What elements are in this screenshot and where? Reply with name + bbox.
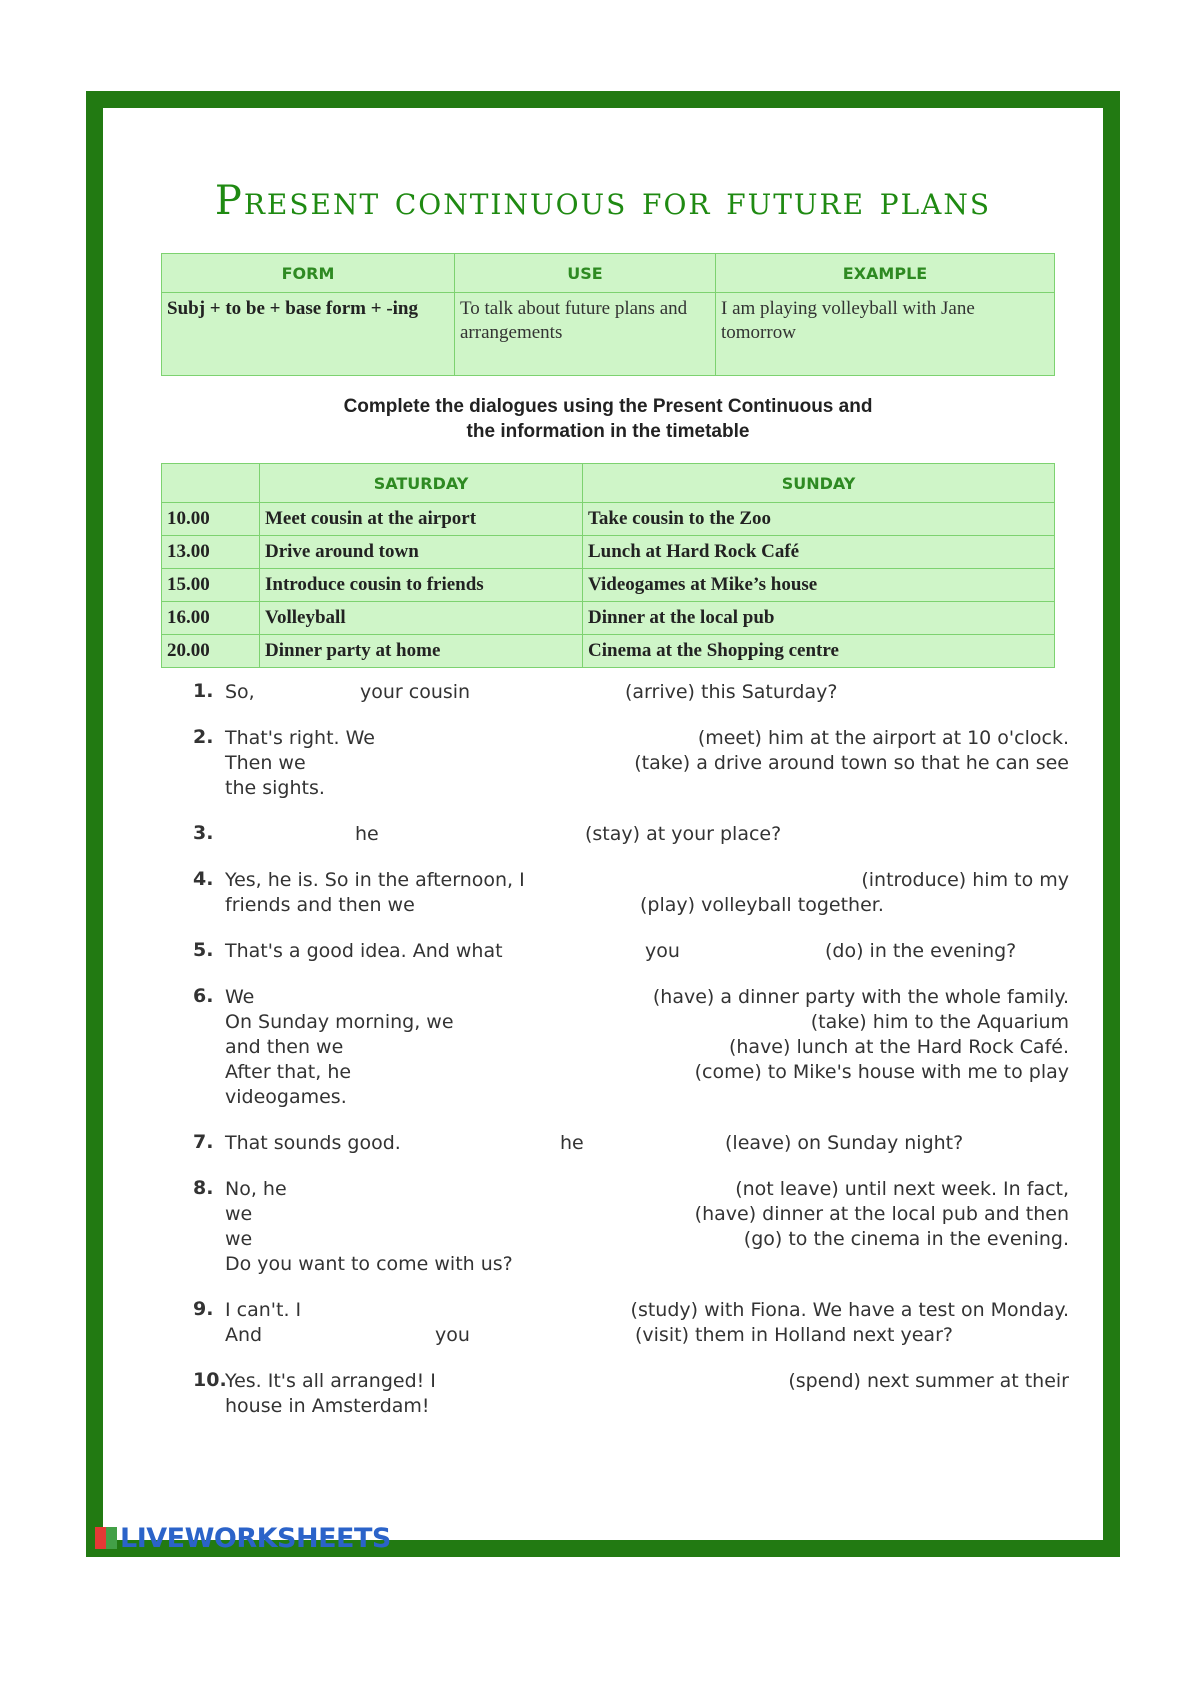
dialogue-segment: we <box>225 1203 253 1225</box>
example-header: EXAMPLE <box>716 254 1055 293</box>
sunday-cell: Dinner at the local pub <box>583 602 1055 635</box>
dialogue-segment: (come) to Mike's house with me to play <box>694 1061 1069 1083</box>
dialogue-number: 8. <box>193 1177 214 1199</box>
dialogue-line <box>225 726 1073 751</box>
dialogue-text <box>225 822 1073 847</box>
dialogue-item <box>193 1298 1073 1348</box>
dialogue-number: 2. <box>193 726 214 748</box>
dialogue-text <box>225 1298 1073 1348</box>
saturday-cell: Drive around town <box>260 536 583 569</box>
dialogue-line <box>225 1394 1073 1419</box>
dialogue-line <box>225 776 1073 801</box>
dialogue-segment: (have) dinner at the local pub and then <box>694 1203 1069 1225</box>
instructions <box>161 394 1055 444</box>
dialogue-segment: (take) him to the Aquarium <box>810 1011 1069 1033</box>
timetable-row <box>162 569 1055 602</box>
dialogue-item <box>193 726 1073 801</box>
time-cell: 16.00 <box>162 602 260 635</box>
dialogue-segment: (do) in the evening? <box>825 940 1017 962</box>
dialogue-line <box>225 680 1073 705</box>
use-header: USE <box>455 254 716 293</box>
dialogue-item <box>193 939 1073 964</box>
dialogue-segment: (meet) him at the airport at 10 o'clock. <box>697 727 1069 749</box>
dialogue-line <box>225 1060 1073 1085</box>
dialogue-line <box>225 1252 1073 1277</box>
dialogue-segment: Do you want to come with us? <box>225 1253 513 1275</box>
dialogue-line <box>225 1035 1073 1060</box>
sunday-cell: Lunch at Hard Rock Café <box>583 536 1055 569</box>
dialogue-segment: (go) to the cinema in the evening. <box>743 1228 1069 1250</box>
logo-text: LIVEWORKSHEETS <box>120 1523 391 1554</box>
timetable-row <box>162 503 1055 536</box>
saturday-cell: Volleyball <box>260 602 583 635</box>
sunday-header: SUNDAY <box>583 464 1055 503</box>
dialogue-segment: That's right. We <box>225 727 375 749</box>
dialogue-segment: your cousin <box>360 681 471 703</box>
dialogue-segment: (leave) on Sunday night? <box>725 1132 964 1154</box>
dialogue-text <box>225 680 1073 705</box>
form-cell: Subj + to be + base form + -ing <box>162 293 455 376</box>
timetable-row <box>162 602 1055 635</box>
use-cell: To talk about future plans and arrangements <box>455 293 716 376</box>
dialogue-line <box>225 1177 1073 1202</box>
dialogue-line <box>225 939 1073 964</box>
dialogue-segment: you <box>645 940 680 962</box>
dialogue-text <box>225 1131 1073 1156</box>
dialogue-segment: No, he <box>225 1178 287 1200</box>
dialogue-segment: house in Amsterdam! <box>225 1395 430 1417</box>
dialogue-segment: and then we <box>225 1036 344 1058</box>
dialogue-segment: (visit) them in Holland next year? <box>635 1324 953 1346</box>
dialogue-segment: the sights. <box>225 777 325 799</box>
liveworksheets-logo <box>95 1523 391 1554</box>
dialogue-segment: I can't. I <box>225 1299 302 1321</box>
dialogue-segment: Then we <box>225 752 306 774</box>
dialogue-item <box>193 680 1073 705</box>
dialogue-segment: (play) volleyball together. <box>640 894 884 916</box>
dialogue-line <box>225 1227 1073 1252</box>
dialogue-text <box>225 985 1073 1110</box>
dialogue-line <box>225 1298 1073 1323</box>
page-title: Present continuous for future plans <box>214 178 992 224</box>
dialogue-line <box>225 1131 1073 1156</box>
dialogue-segment: After that, he <box>225 1061 352 1083</box>
dialogue-segment: Yes, he is. So in the afternoon, I <box>225 869 525 891</box>
dialogue-segment: (arrive) this Saturday? <box>625 681 838 703</box>
dialogue-line <box>225 1369 1073 1394</box>
dialogue-segment: you <box>435 1324 470 1346</box>
dialogue-item <box>193 1369 1073 1419</box>
dialogue-item <box>193 822 1073 847</box>
form-table <box>161 253 1055 376</box>
dialogue-segment: (introduce) him to my <box>861 869 1069 891</box>
logo-icon <box>95 1527 117 1549</box>
dialogue-line <box>225 868 1073 893</box>
dialogue-number: 1. <box>193 680 214 702</box>
dialogue-segment: (stay) at your place? <box>585 823 782 845</box>
dialogue-line <box>225 1323 1073 1348</box>
dialogue-segment: he <box>355 823 379 845</box>
dialogue-segment: We <box>225 986 255 1008</box>
timetable <box>161 463 1055 668</box>
dialogue-number: 6. <box>193 985 214 1007</box>
dialogue-segment: he <box>560 1132 584 1154</box>
timetable-row <box>162 635 1055 668</box>
dialogue-segment: (have) lunch at the Hard Rock Café. <box>728 1036 1069 1058</box>
instructions-line: Complete the dialogues using the Present Continuous and <box>343 396 873 417</box>
sunday-cell: Take cousin to the Zoo <box>583 503 1055 536</box>
dialogue-item <box>193 1177 1073 1277</box>
saturday-cell: Dinner party at home <box>260 635 583 668</box>
dialogue-segment: friends and then we <box>225 894 415 916</box>
form-header: FORM <box>162 254 455 293</box>
dialogue-segment: That's a good idea. And what <box>225 940 503 962</box>
dialogue-segment: (have) a dinner party with the whole family. <box>652 986 1069 1008</box>
time-header <box>162 464 260 503</box>
timetable-row <box>162 536 1055 569</box>
dialogue-number: 7. <box>193 1131 214 1153</box>
dialogue-segment: videogames. <box>225 1086 347 1108</box>
dialogue-segment: (spend) next summer at their <box>788 1370 1069 1392</box>
sunday-cell: Videogames at Mike’s house <box>583 569 1055 602</box>
dialogue-number: 5. <box>193 939 214 961</box>
dialogue-segment: Yes. It's all arranged! I <box>225 1370 436 1392</box>
dialogue-text <box>225 939 1073 964</box>
dialogue-text <box>225 1177 1073 1277</box>
dialogue-segment: That sounds good. <box>225 1132 401 1154</box>
sunday-cell: Cinema at the Shopping centre <box>583 635 1055 668</box>
time-cell: 20.00 <box>162 635 260 668</box>
dialogue-item <box>193 985 1073 1110</box>
saturday-cell: Meet cousin at the airport <box>260 503 583 536</box>
dialogue-line <box>225 1085 1073 1110</box>
dialogue-segment: On Sunday morning, we <box>225 1011 454 1033</box>
time-cell: 15.00 <box>162 569 260 602</box>
dialogue-segment: And <box>225 1324 263 1346</box>
dialogue-number: 10. <box>193 1369 227 1391</box>
dialogue-segment: we <box>225 1228 253 1250</box>
dialogue-segment: So, <box>225 681 255 703</box>
dialogue-number: 4. <box>193 868 214 890</box>
dialogue-number: 9. <box>193 1298 214 1320</box>
time-cell: 13.00 <box>162 536 260 569</box>
dialogue-number: 3. <box>193 822 214 844</box>
example-cell: I am playing volleyball with Jane tomorrow <box>716 293 1055 376</box>
dialogue-line <box>225 822 1073 847</box>
worksheet-frame <box>86 91 1120 1557</box>
dialogue-segment: (take) a drive around town so that he can see <box>634 752 1069 774</box>
dialogue-list <box>193 680 1073 1440</box>
dialogue-text <box>225 1369 1073 1419</box>
dialogue-segment: (not leave) until next week. In fact, <box>735 1178 1069 1200</box>
dialogue-segment: (study) with Fiona. We have a test on Monday. <box>630 1299 1069 1321</box>
saturday-header: SATURDAY <box>260 464 583 503</box>
dialogue-item <box>193 1131 1073 1156</box>
time-cell: 10.00 <box>162 503 260 536</box>
dialogue-line <box>225 751 1073 776</box>
dialogue-text <box>225 868 1073 918</box>
dialogue-line <box>225 893 1073 918</box>
dialogue-line <box>225 1010 1073 1035</box>
saturday-cell: Introduce cousin to friends <box>260 569 583 602</box>
dialogue-line <box>225 985 1073 1010</box>
instructions-line: the information in the timetable <box>466 421 750 442</box>
dialogue-line <box>225 1202 1073 1227</box>
dialogue-item <box>193 868 1073 918</box>
dialogue-text <box>225 726 1073 801</box>
